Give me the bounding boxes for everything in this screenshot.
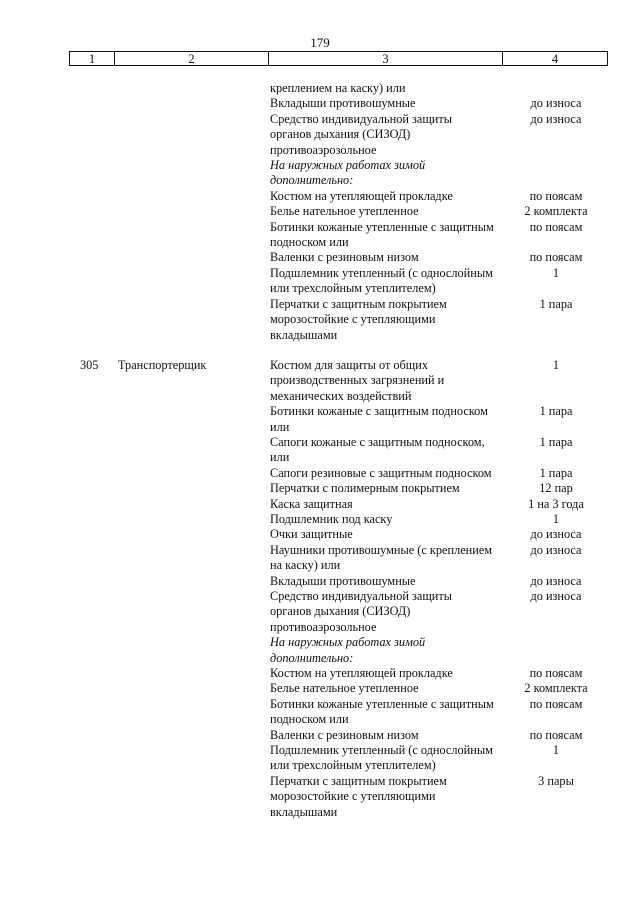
table-row xyxy=(0,635,640,666)
table-row xyxy=(0,681,640,696)
table-row xyxy=(0,204,640,219)
item-quantity: 12 пар xyxy=(539,481,573,496)
item-name: Очки защитные xyxy=(270,527,353,542)
item-quantity: до износа xyxy=(530,542,582,557)
table-row xyxy=(0,250,640,265)
item-quantity: 1 xyxy=(552,511,560,526)
item-quantity: 1 xyxy=(552,357,560,372)
item-quantity: до износа xyxy=(530,589,582,603)
item-name: Средство индивидуальной защиты органов дыхания (СИЗОД) противоаэрозольное xyxy=(270,111,453,157)
table-row xyxy=(0,589,640,635)
item-name: Перчатки с защитным покрытием морозостойкие с утепляющими вкладышами xyxy=(270,773,447,819)
item-name: Вкладыши противошумные xyxy=(270,573,416,588)
table-row xyxy=(0,497,640,512)
table-row xyxy=(0,743,640,774)
item-quantity: до износа xyxy=(530,111,582,126)
item-name: Подшлемник под каску xyxy=(270,511,393,526)
item-name: Костюм для защиты от общих производственных загрязнений и механических воздействий xyxy=(270,357,445,403)
item-name: Наушники противошумные (с креплением на каску) или xyxy=(270,542,493,573)
item-name: Ботинки кожаные утепленные с защитным подноском или xyxy=(270,696,494,727)
item-quantity: 1 пара xyxy=(539,404,573,419)
section-note: На наружных работах зимой дополнительно: xyxy=(270,158,426,188)
profession-name: Транспортерщик xyxy=(118,357,207,372)
table-row xyxy=(0,481,640,496)
table-row xyxy=(0,527,640,542)
item-quantity: по поясам xyxy=(529,250,583,265)
table-row xyxy=(0,728,640,743)
table-row xyxy=(0,774,640,820)
item-name: Костюм на утепляющей прокладке xyxy=(270,188,453,203)
item-quantity: 1 xyxy=(552,743,560,758)
item-quantity: 1 пара xyxy=(539,465,573,480)
item-quantity: по поясам xyxy=(529,219,583,234)
item-name: Сапоги резиновые с защитным подноском xyxy=(270,465,492,480)
table-row xyxy=(0,158,640,189)
item-quantity: по поясам xyxy=(529,696,583,711)
item-quantity: по поясам xyxy=(529,188,583,203)
item-name: Подшлемник утепленный (с однослойным или трехслойным утеплителем) xyxy=(270,265,493,296)
item-name: Валенки с резиновым низом xyxy=(270,727,419,742)
item-quantity: 2 комплекта xyxy=(524,204,588,219)
item-name: Ботинки кожаные с защитным подноском или xyxy=(270,404,488,434)
item-name: креплением на каску) или xyxy=(270,81,406,95)
column-header-row xyxy=(69,51,608,66)
column-header-4: 4 xyxy=(551,52,559,66)
item-name: Вкладыши противошумные xyxy=(270,96,416,111)
item-quantity: до износа xyxy=(530,527,582,542)
column-header-1: 1 xyxy=(70,52,115,65)
table-row xyxy=(0,266,640,297)
table-row xyxy=(0,466,640,481)
table-row xyxy=(0,189,640,204)
section-note: На наружных работах зимой дополнительно: xyxy=(270,635,426,665)
table-row xyxy=(0,574,640,589)
item-name: Перчатки с полимерным покрытием xyxy=(270,481,460,496)
item-name: Каска защитная xyxy=(270,496,353,511)
table-row xyxy=(0,220,640,251)
table-row xyxy=(0,697,640,728)
table-row xyxy=(0,81,640,96)
item-quantity: 2 комплекта xyxy=(524,681,588,696)
table-row xyxy=(0,512,640,527)
item-name: Средство индивидуальной защиты органов дыхания (СИЗОД) противоаэрозольное xyxy=(270,589,453,634)
item-quantity: 1 пара xyxy=(539,296,573,311)
table-row xyxy=(0,543,640,574)
item-quantity: 1 на 3 года xyxy=(528,496,584,511)
item-name: Белье нательное утепленное xyxy=(270,204,419,219)
item-quantity: до износа xyxy=(530,96,582,111)
ppe-table-body xyxy=(0,81,640,820)
entry-number: 305 xyxy=(80,357,99,372)
item-name: Костюм на утепляющей прокладке xyxy=(270,666,453,681)
item-name: Сапоги кожаные с защитным подноском, или xyxy=(270,434,485,465)
column-header-2: 2 xyxy=(115,52,269,65)
table-row xyxy=(0,666,640,681)
table-row xyxy=(0,297,640,343)
table-row xyxy=(0,358,640,404)
item-name: Перчатки с защитным покрытием морозостойкие с утепляющими вкладышами xyxy=(270,296,447,342)
entry-separator xyxy=(0,343,640,358)
item-quantity: 3 пары xyxy=(538,773,574,788)
item-name: Ботинки кожаные утепленные с защитным подноском или xyxy=(270,219,494,250)
table-row xyxy=(0,404,640,435)
item-quantity: 1 пара xyxy=(539,434,573,449)
item-quantity: 1 xyxy=(552,265,560,280)
page-number: 179 xyxy=(310,35,330,50)
item-name: Белье нательное утепленное xyxy=(270,681,419,696)
item-name: Валенки с резиновым низом xyxy=(270,250,419,265)
item-quantity: по поясам xyxy=(529,666,583,681)
item-quantity: до износа xyxy=(530,573,582,588)
table-row xyxy=(0,96,640,111)
column-header-3: 3 xyxy=(269,52,503,65)
table-row xyxy=(0,435,640,466)
table-row xyxy=(0,112,640,158)
item-name: Подшлемник утепленный (с однослойным или трехслойным утеплителем) xyxy=(270,743,493,773)
item-quantity: по поясам xyxy=(529,727,583,742)
